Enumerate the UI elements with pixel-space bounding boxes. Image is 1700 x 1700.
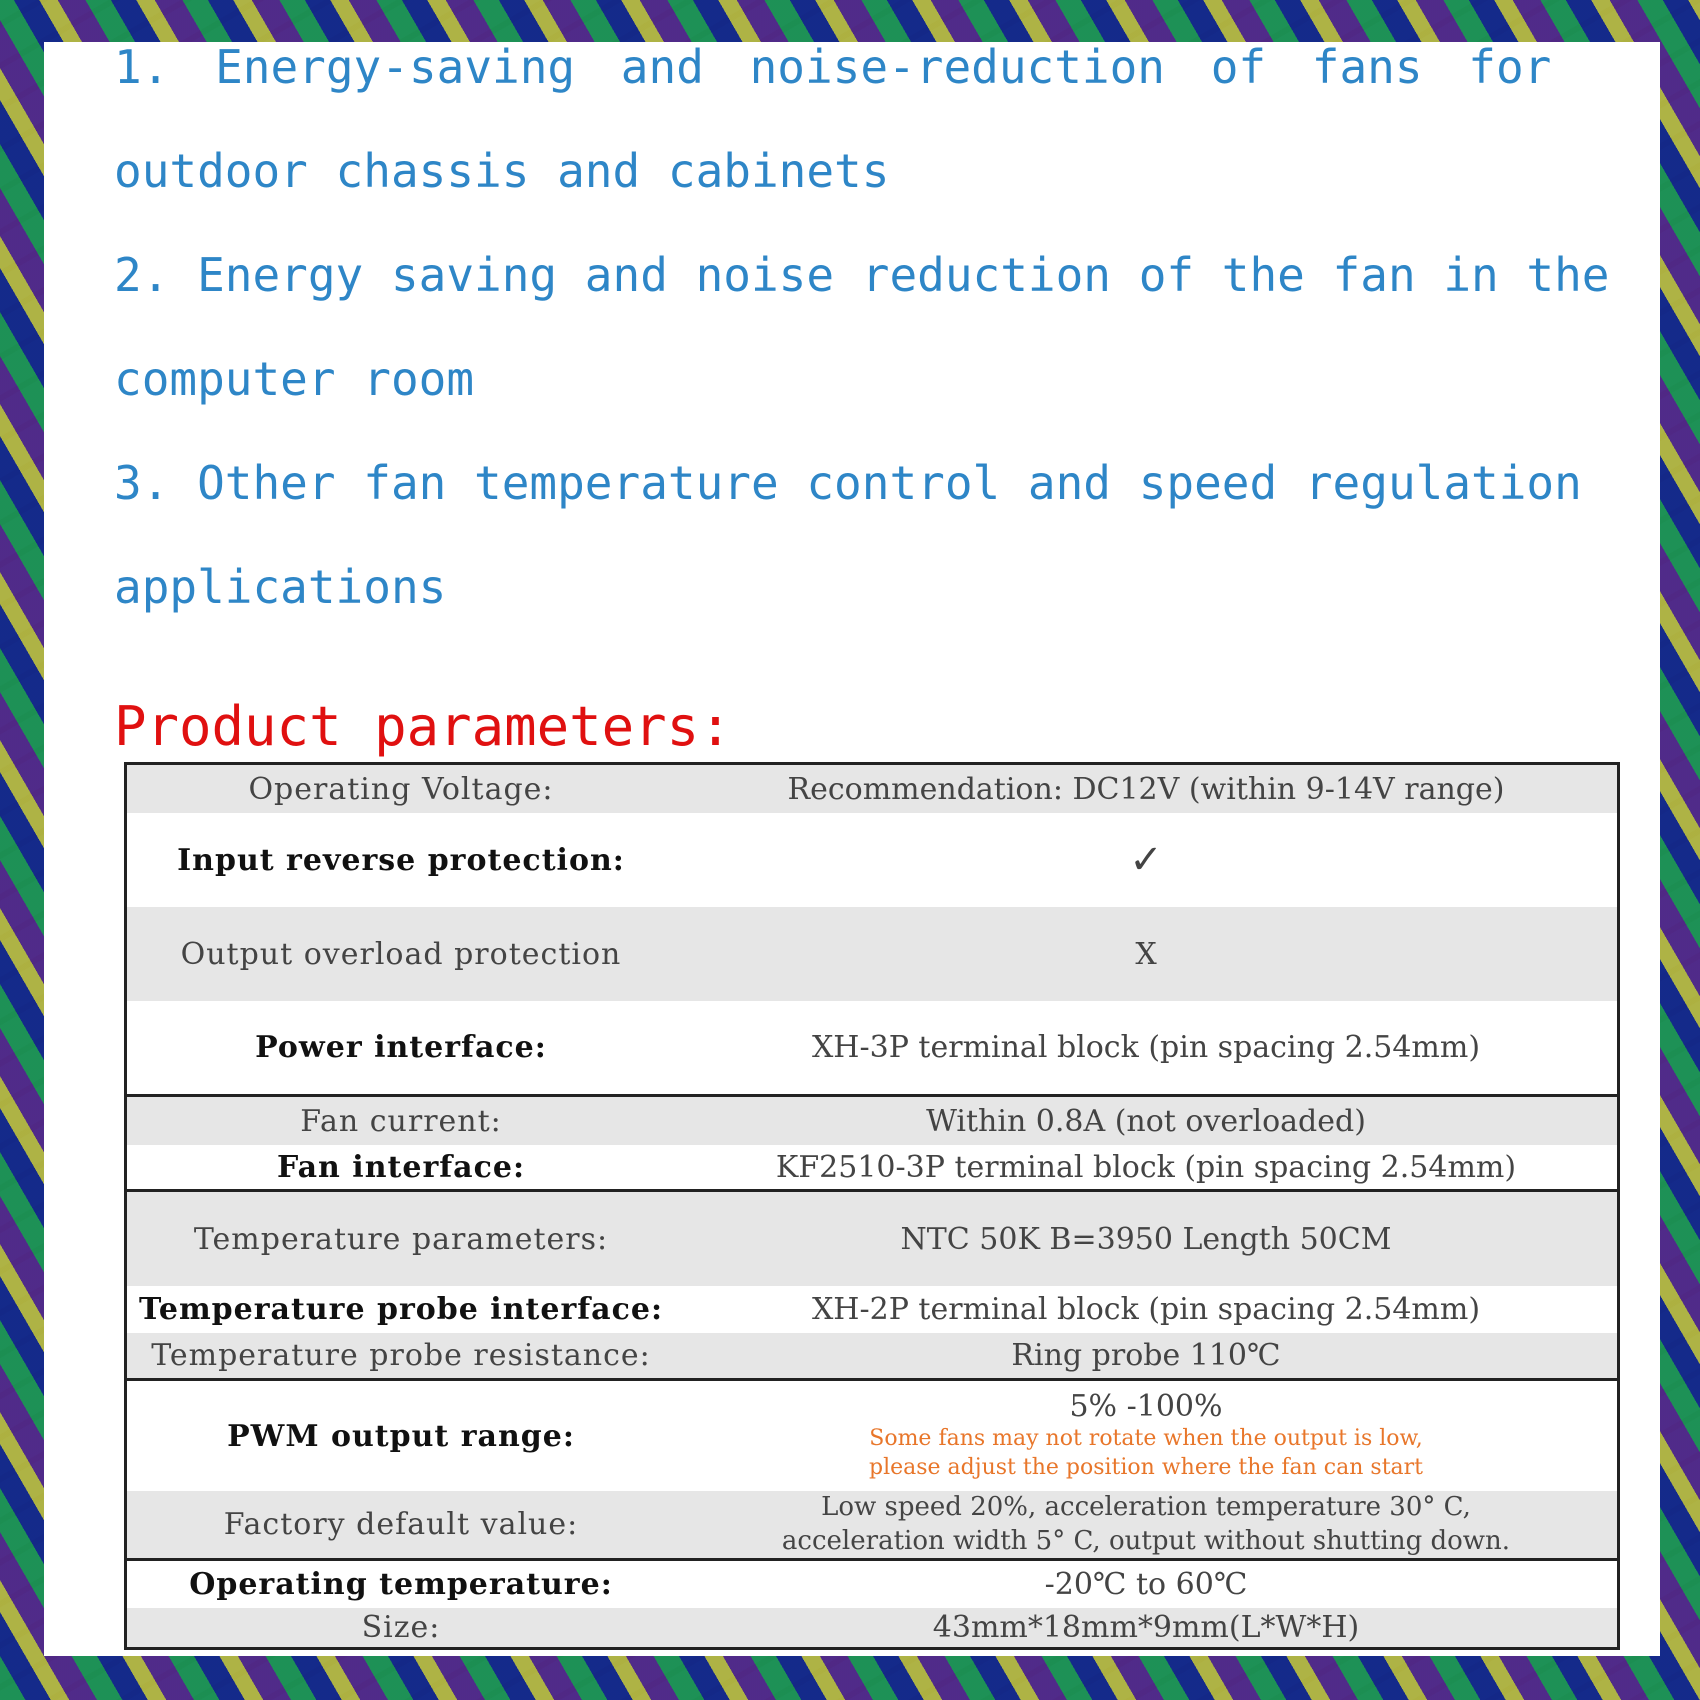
param-row-fan-interface [127,1145,1617,1192]
param-label: PWM output range: [227,1418,575,1454]
param-value [675,1389,1617,1482]
param-value: XH-3P terminal block (pin spacing 2.54mm) [811,1030,1481,1065]
pwm-note-line-1: Some fans may not rotate when the output is low, [869,1426,1423,1452]
param-value: X [1135,936,1157,972]
param-value: KF2510-3P terminal block (pin spacing 2.54mm) [775,1149,1517,1185]
param-value: -20℃ to 60℃ [1044,1567,1248,1602]
param-value: XH-2P terminal block (pin spacing 2.54mm) [811,1292,1481,1327]
param-label: Fan interface: [276,1149,526,1185]
param-label: Fan current: [300,1103,502,1139]
param-label: Power interface: [255,1030,547,1065]
pwm-note-line-2: please adjust the position where the fan can start [868,1455,1424,1480]
param-row-fan-current [127,1097,1617,1145]
param-label: Input reverse protection: [177,842,625,878]
param-row-power-interface [127,1001,1617,1097]
parameter-table [124,762,1620,1650]
application-line-3: 2. Energy saving and noise reduction of the fan in the [114,248,1610,302]
application-line-2: outdoor chassis and cabinets [114,144,890,198]
param-label: Size: [361,1610,441,1645]
param-value: Recommendation: DC12V (within 9-14V range) [787,771,1505,807]
application-line-6: applications [114,560,447,614]
param-label: Operating temperature: [189,1567,613,1602]
param-row-factory-default [127,1491,1617,1561]
application-line-5: 3. Other fan temperature control and speed regulation [114,456,1582,510]
param-label: Operating Voltage: [248,771,554,807]
param-row-operating-voltage [127,765,1617,813]
param-label: Output overload protection [180,936,622,972]
param-row-probe-resistance [127,1333,1617,1381]
param-label: Temperature parameters: [193,1221,609,1257]
param-value: NTC 50K B=3950 Length 50CM [900,1221,1392,1257]
param-row-operating-temperature [127,1561,1617,1608]
pwm-range-value: 5% -100% [1069,1389,1223,1425]
param-label: Temperature probe resistance: [151,1338,651,1373]
params-heading: Product parameters: [114,695,732,758]
param-row-pwm-output [127,1381,1617,1491]
param-label: Temperature probe interface: [138,1292,664,1327]
param-row-output-overload [127,907,1617,1001]
application-line-4: computer room [114,352,475,406]
param-row-probe-interface [127,1286,1617,1333]
param-row-size [127,1608,1617,1647]
content-panel [44,42,1660,1656]
param-value: 43mm*18mm*9mm(L*W*H) [932,1610,1360,1645]
param-value: Ring probe 110℃ [1011,1338,1281,1373]
checkmark-icon: ✓ [1129,837,1163,883]
factory-default-line-1: Low speed 20%, acceleration temperature 30° C, [821,1491,1471,1522]
application-line-1: 1. Energy-saving and noise-reduction of fans for [114,40,1552,94]
param-value: Within 0.8A (not overloaded) [926,1103,1366,1139]
param-row-temperature-parameters [127,1192,1617,1286]
param-label: Factory default value: [223,1507,579,1542]
param-row-input-reverse [127,813,1617,907]
param-value [675,1491,1617,1559]
factory-default-line-2: acceleration width 5° C, output without shutting down. [781,1525,1511,1556]
